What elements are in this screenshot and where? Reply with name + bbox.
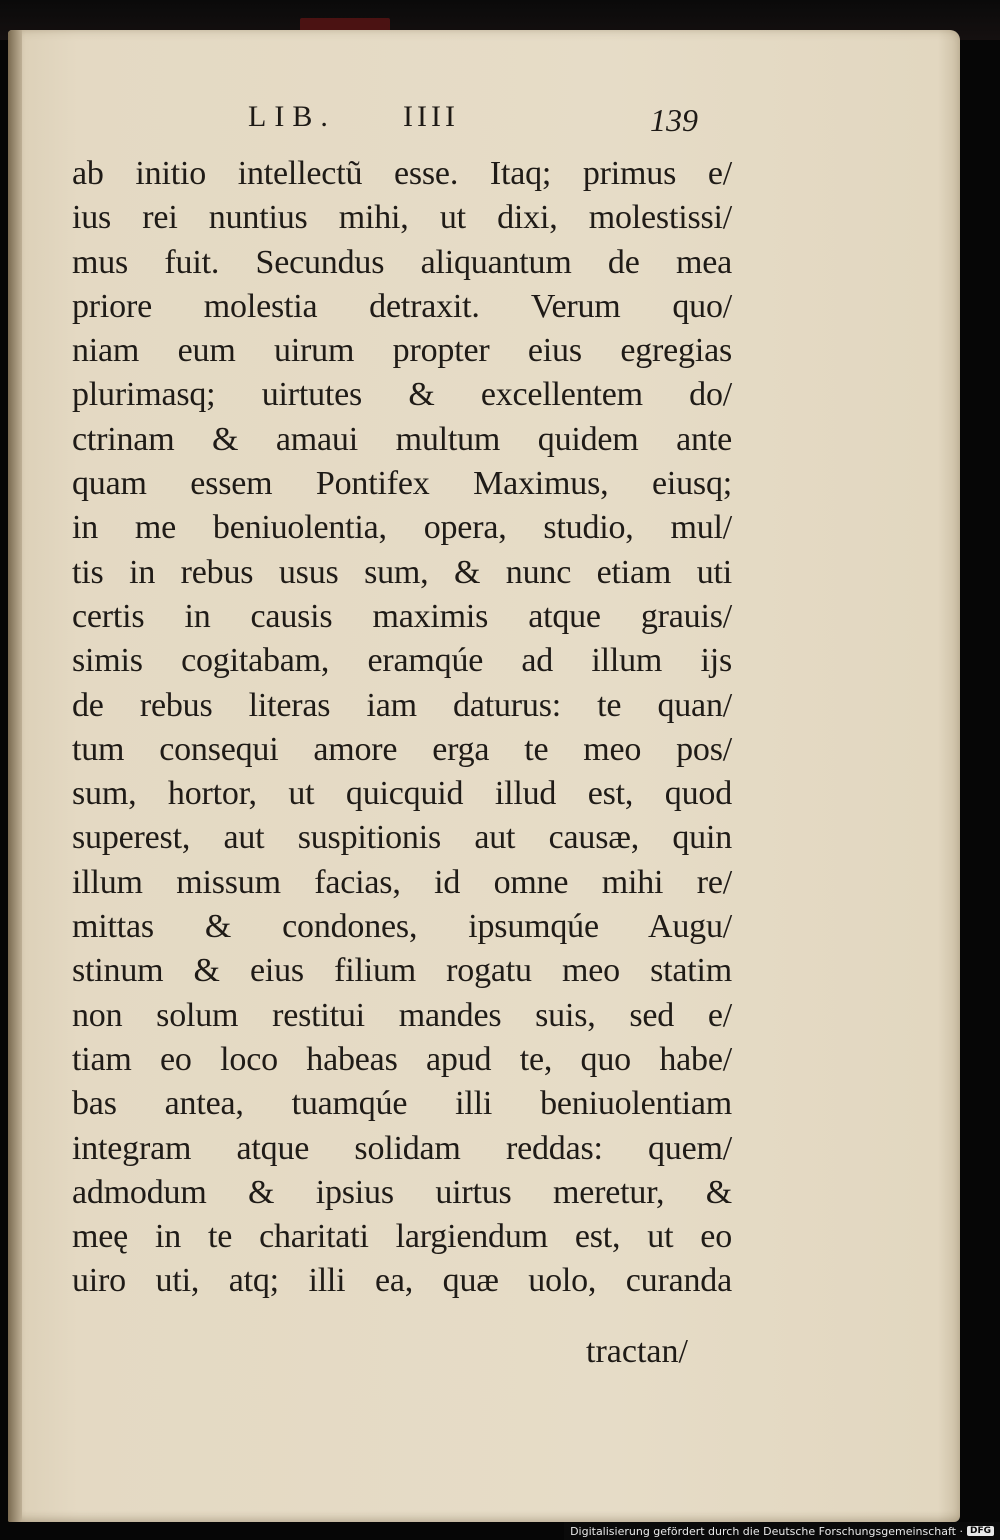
body-text bbox=[72, 152, 732, 1304]
text-line: stinum & eius filium rogatu meo statim bbox=[72, 952, 732, 990]
text-line: illum missum facias, id omne mihi re/ bbox=[72, 863, 732, 901]
text-line: in me beniuolentia, opera, studio, mul/ bbox=[72, 509, 732, 547]
text-line: niam eum uirum propter eius egregias bbox=[72, 332, 732, 370]
text-line: mittas & condones, ipsumqúe Augu/ bbox=[72, 908, 732, 946]
text-line: tis in rebus usus sum, & nunc etiam uti bbox=[72, 553, 732, 591]
dfg-logo: DFG bbox=[967, 1526, 994, 1536]
book-page bbox=[8, 30, 960, 1522]
running-head-number: IIII bbox=[403, 100, 459, 133]
text-line: tum consequi amore erga te meo pos/ bbox=[72, 730, 732, 768]
text-line: bas antea, tuamqúe illi beniuolentiam bbox=[72, 1085, 732, 1123]
text-line: ab initio intellectũ esse. Itaq; primus e/ bbox=[72, 155, 732, 192]
text-line: non solum restitui mandes suis, sed e/ bbox=[72, 996, 732, 1034]
text-line: simis cogitabam, eramqúe ad illum ijs bbox=[72, 642, 732, 680]
catchword: tractan/ bbox=[586, 1333, 688, 1370]
text-line: superest, aut suspitionis aut causæ, quin bbox=[72, 819, 732, 857]
credit-text: Digitalisierung gefördert durch die Deutsche Forschungsgemeinschaft · bbox=[570, 1524, 963, 1538]
text-line: de rebus literas iam daturus: te quan/ bbox=[72, 686, 732, 724]
text-line: plurimasq; uirtutes & excellentem do/ bbox=[72, 376, 732, 414]
digitization-credit bbox=[564, 1522, 1000, 1540]
running-head-book: LIB. bbox=[248, 100, 336, 133]
running-head bbox=[8, 100, 960, 150]
text-line: integram atque solidam reddas: quem/ bbox=[72, 1129, 732, 1167]
text-line: tiam eo loco habeas apud te, quo habe/ bbox=[72, 1040, 732, 1078]
text-line: priore molestia detraxit. Verum quo/ bbox=[72, 287, 732, 325]
text-line: mus fuit. Secundus aliquantum de mea bbox=[72, 243, 732, 281]
text-line: ctrinam & amaui multum quidem ante bbox=[72, 420, 732, 458]
text-line: quam essem Pontifex Maximus, eiusq; bbox=[72, 465, 732, 503]
page-number: 139 bbox=[650, 102, 698, 138]
page-gutter bbox=[8, 30, 22, 1522]
text-line: certis in causis maximis atque grauis/ bbox=[72, 597, 732, 635]
text-line: meę in te charitati largiendum est, ut eo bbox=[72, 1218, 732, 1256]
text-line: uiro uti, atq; illi ea, quæ uolo, curanda bbox=[72, 1262, 732, 1300]
text-line: ius rei nuntius mihi, ut dixi, molestissi/ bbox=[72, 199, 732, 237]
text-line: sum, hortor, ut quicquid illud est, quod bbox=[72, 775, 732, 813]
text-line: admodum & ipsius uirtus meretur, & bbox=[72, 1173, 732, 1211]
